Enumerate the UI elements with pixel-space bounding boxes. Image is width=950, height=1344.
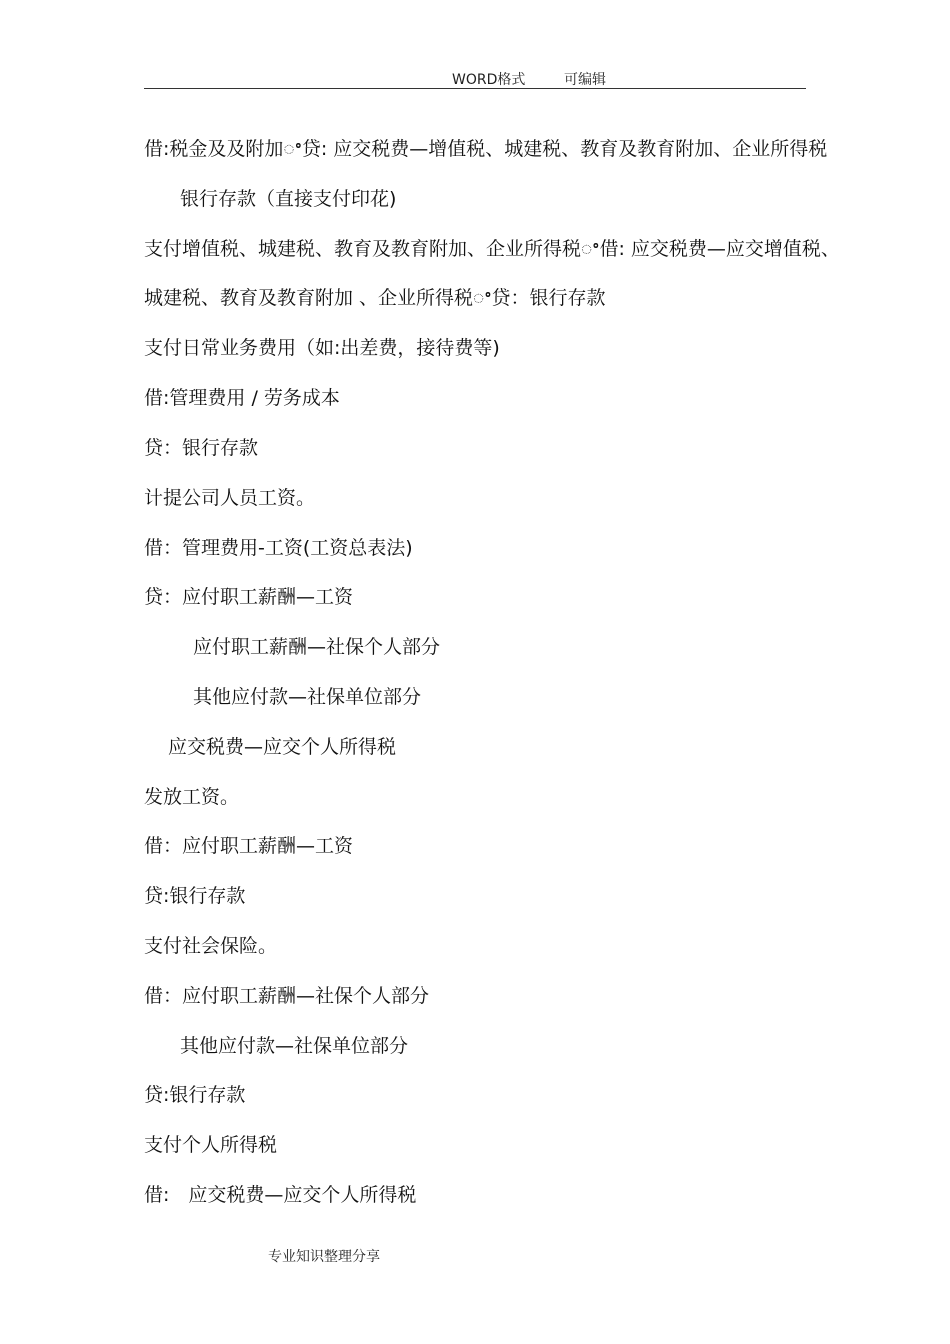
text-line: 借：应付职工薪酬—工资 xyxy=(144,835,354,857)
text-line: 城建税、教育及教育附加 、企业所得税ꢀ贷：银行存款 xyxy=(144,287,606,309)
text-line: 借：管理费用-工资(工资总表法) xyxy=(144,537,413,559)
text-line: 贷：银行存款 xyxy=(144,437,259,459)
page-footer: 专业知识整理分享 xyxy=(268,1249,380,1265)
text-line: 计提公司人员工资。 xyxy=(144,487,316,509)
text-line: 借：应付职工薪酬—社保个人部分 xyxy=(144,985,430,1007)
text-line: 贷：应付职工薪酬—工资 xyxy=(144,586,354,608)
text-line: 支付社会保险。 xyxy=(144,935,278,957)
text-line: 发放工资。 xyxy=(144,786,240,808)
text-line: 支付增值税、城建税、教育及教育附加、企业所得税ꢀ借: 应交税费—应交增值税、 xyxy=(144,238,840,260)
text-line: 其他应付款—社保单位部分 xyxy=(193,686,422,708)
text-line: 支付个人所得税 xyxy=(144,1134,278,1156)
text-line: 贷:银行存款 xyxy=(144,1084,246,1106)
text-line: 应交税费—应交个人所得税 xyxy=(168,736,397,758)
text-line: 借:税金及及附加ꢀ贷: 应交税费—增值税、城建税、教育及教育附加、企业所得税 xyxy=(144,138,828,160)
header-format-label: WORD格式 xyxy=(452,72,526,88)
header-editable-label: 可编辑 xyxy=(564,72,606,88)
text-line: 应付职工薪酬—社保个人部分 xyxy=(193,636,441,658)
header-divider xyxy=(144,88,806,89)
text-line: 借: 应交税费—应交个人所得税 xyxy=(144,1184,417,1206)
page-header xyxy=(144,66,806,88)
text-line: 贷:银行存款 xyxy=(144,885,246,907)
text-line: 银行存款（直接支付印花) xyxy=(180,188,397,210)
text-line: 支付日常业务费用（如:出差费，接待费等) xyxy=(144,337,500,359)
text-line: 借:管理费用 / 劳务成本 xyxy=(144,387,340,409)
text-line: 其他应付款—社保单位部分 xyxy=(180,1035,409,1057)
